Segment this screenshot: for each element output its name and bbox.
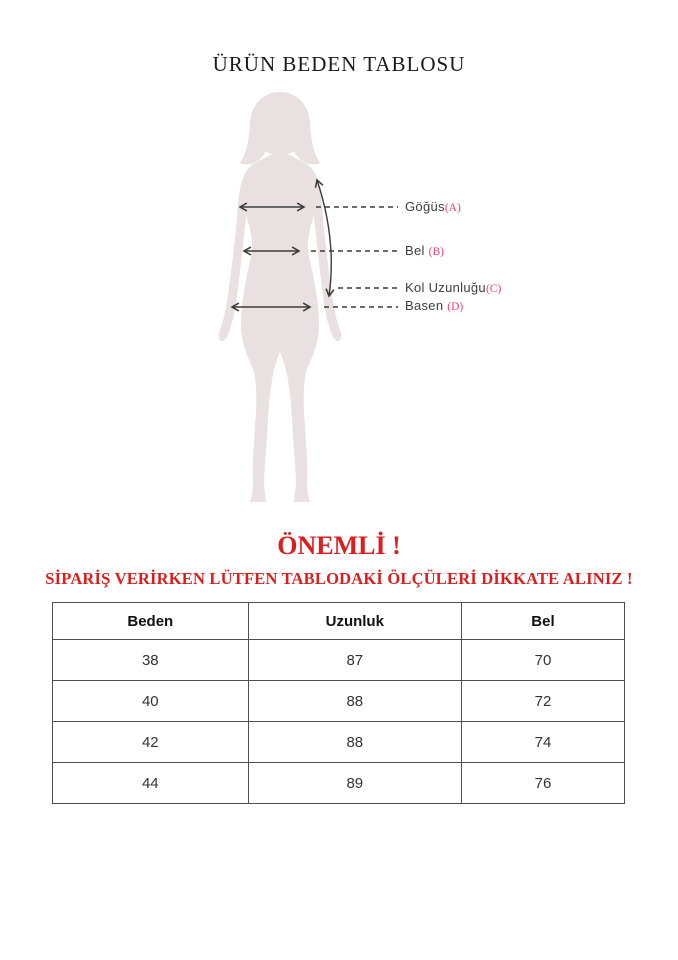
important-heading: ÖNEMLİ ! xyxy=(277,531,401,560)
cell-beden: 44 xyxy=(53,763,249,804)
order-warning-text: SİPARİŞ VERİRKEN LÜTFEN TABLODAKİ ÖLÇÜLERİ DİKKATE ALINIZ ! xyxy=(45,569,633,588)
size-table xyxy=(52,602,625,804)
page-title: ÜRÜN BEDEN TABLOSU xyxy=(212,52,466,76)
table-row xyxy=(53,640,625,681)
cell-uzunluk: 88 xyxy=(248,681,461,722)
label-waist xyxy=(405,242,444,260)
column-header-beden: Beden xyxy=(53,603,249,640)
label-hip-text: Basen xyxy=(405,298,448,313)
label-waist-text: Bel xyxy=(405,243,429,258)
label-hip-key: (D) xyxy=(447,301,464,313)
cell-beden: 38 xyxy=(53,640,249,681)
label-waist-key: (B) xyxy=(428,246,444,258)
measurement-annotations xyxy=(0,90,678,520)
column-header-uzunluk: Uzunluk xyxy=(248,603,461,640)
label-arm-length xyxy=(405,279,501,297)
table-row xyxy=(53,722,625,763)
cell-uzunluk: 87 xyxy=(248,640,461,681)
column-header-bel: Bel xyxy=(461,603,624,640)
cell-beden: 42 xyxy=(53,722,249,763)
label-chest-text: Göğüs xyxy=(405,199,445,214)
arm-length-arrow xyxy=(317,180,331,296)
cell-uzunluk: 88 xyxy=(248,722,461,763)
label-arm-length-text: Kol Uzunluğu xyxy=(405,280,486,295)
cell-uzunluk: 89 xyxy=(248,763,461,804)
label-arm-length-key: (C) xyxy=(485,283,502,295)
cell-bel: 74 xyxy=(461,722,624,763)
size-table-header-row xyxy=(53,603,625,640)
table-row xyxy=(53,681,625,722)
cell-bel: 70 xyxy=(461,640,624,681)
cell-beden: 40 xyxy=(53,681,249,722)
cell-bel: 72 xyxy=(461,681,624,722)
table-row xyxy=(53,763,625,804)
label-chest xyxy=(405,198,461,216)
label-chest-key: (A) xyxy=(444,202,461,214)
cell-bel: 76 xyxy=(461,763,624,804)
label-hip xyxy=(405,297,463,315)
